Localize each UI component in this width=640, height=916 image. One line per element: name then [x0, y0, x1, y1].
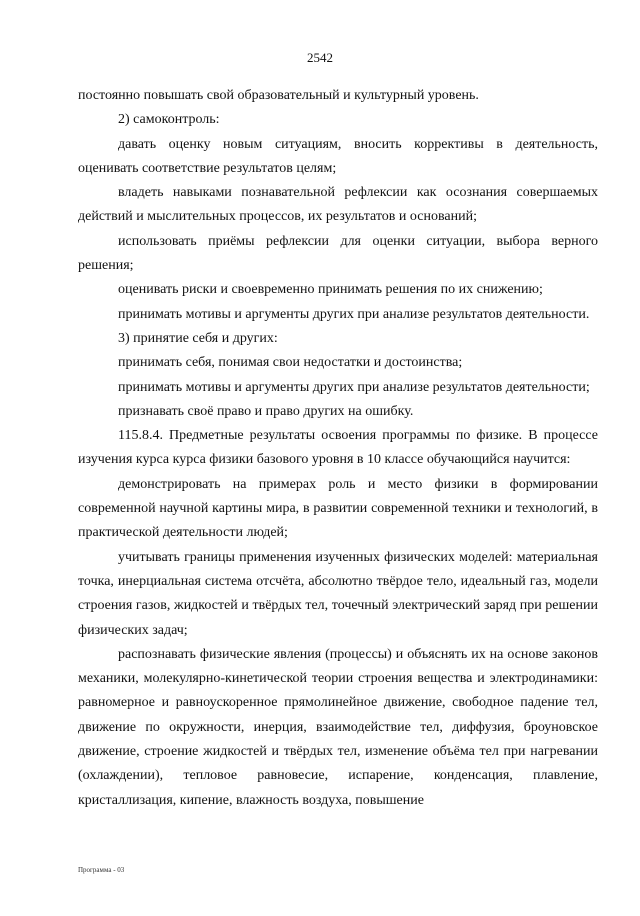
paragraph: учитывать границы применения изученных физических моделей: материальная точка, инерциальная система отсчёта, абсолютно твёрдое тело, идеальный газ, модели строения газов, жидкостей и твёрдых тел, точечный электрический заряд при решении физических задач; — [78, 549, 598, 638]
paragraph: распознавать физические явления (процессы) и объяснять их на основе законов механики, молекулярно-кинетической теории строения вещества и электродинамики: равномерное и равноускоренное прямолинейное движение, свободное падение тел, движение по окружности, инерция, взаимодействие тел, диффузия, броуновское движение, строение жидкостей и твёрдых тел, изменение объёма тел при нагревании (охлаждении), тепловое равновесие, испарение, конденсация, плавление, кристаллизация, кипение, влажность воздуха, повышение — [78, 646, 598, 808]
paragraph: принимать мотивы и аргументы других при анализе результатов деятельности; — [118, 379, 590, 395]
paragraph: владеть навыками познавательной рефлексии как осознания совершаемых действий и мыслительных процессов, их результатов и оснований; — [78, 185, 598, 225]
paragraph-continuation: постоянно повышать свой образовательный и культурный уровень. — [78, 88, 479, 103]
paragraph-section-115-8-4: 115.8.4. Предметные результаты освоения программы по физике. В процессе изучения курса курса физики базового уровня в 10 классе обучающийся научится: — [78, 428, 598, 468]
footer-label: Программа - 03 — [78, 866, 125, 874]
paragraph: признавать своё право и право других на ошибку. — [118, 403, 414, 419]
paragraph: принимать себя, понимая свои недостатки и достоинства; — [118, 355, 463, 371]
paragraph: принимать мотивы и аргументы других при анализе результатов деятельности. — [118, 306, 590, 322]
paragraph: оценивать риски и своевременно принимать решения по их снижению; — [118, 282, 543, 298]
paragraph-heading-self-control: 2) самоконтроль: — [118, 112, 220, 128]
page-number: 2542 — [307, 50, 333, 65]
paragraph: использовать приёмы рефлексии для оценки ситуации, выбора верного решения; — [78, 233, 598, 274]
paragraph-heading-acceptance: 3) принятие себя и других: — [118, 330, 278, 346]
paragraph: давать оценку новым ситуациям, вносить коррективы в деятельность, оценивать соответствие результатов целям; — [78, 136, 598, 176]
page-body — [78, 84, 598, 813]
paragraph: демонстрировать на примерах роль и место физики в формировании современной научной картины мира, в развитии современной техники и технологий, в практической деятельности людей; — [78, 476, 598, 541]
